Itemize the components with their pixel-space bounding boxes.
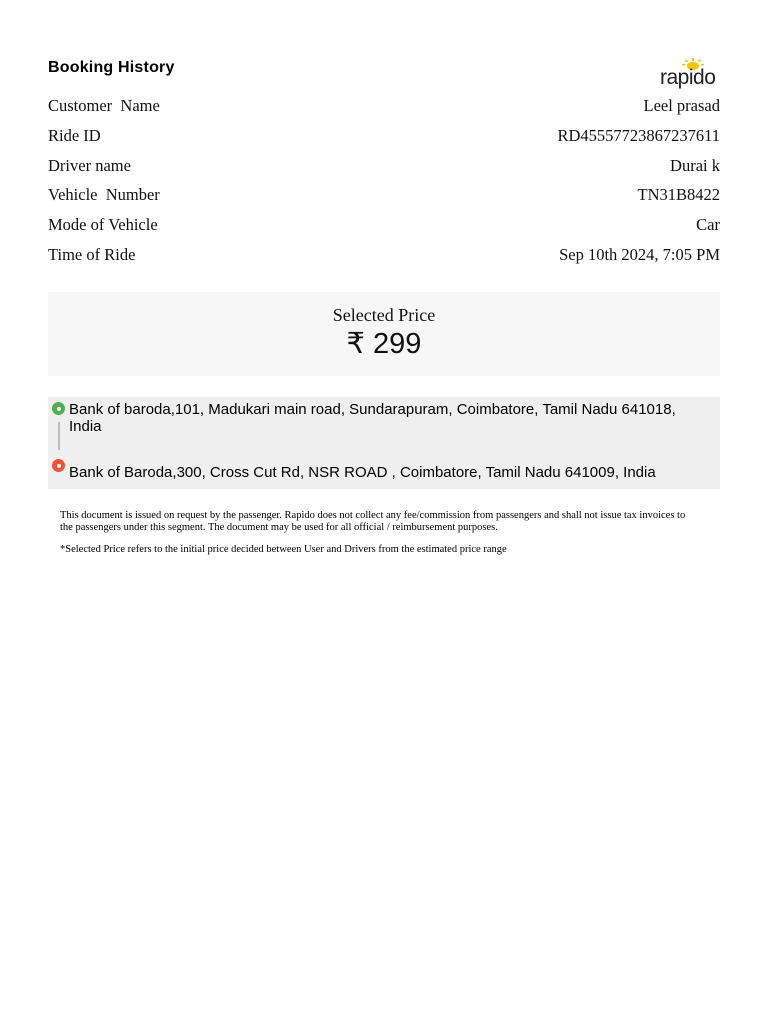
route-box [48,397,720,489]
info-label: Ride ID [48,125,101,145]
info-label: Driver name [48,155,131,175]
selected-price-box [48,292,720,376]
info-row-vehicle-number [48,185,720,215]
drop-marker-icon [52,459,65,472]
info-row-mode-of-vehicle [48,215,720,245]
info-row-customer-name [48,96,720,126]
info-value: TN31B8422 [637,185,720,205]
logo-text: rapido [660,66,716,89]
info-label: Vehicle Number [48,185,160,205]
route-connector-line [58,422,60,450]
info-row-driver-name [48,156,720,186]
pickup-address: Bank of baroda,101, Madukari main road, Sundarapuram, Coimbatore, Tamil Nadu 641018, India [69,401,676,435]
info-label: Mode of Vehicle [48,215,158,235]
price-value: ₹ 299 [346,328,422,360]
info-value: Sep 10th 2024, 7:05 PM [559,244,720,264]
drop-address: Bank of Baroda,300, Cross Cut Rd, NSR ROAD , Coimbatore, Tamil Nadu 641009, India [69,464,656,481]
info-label: Customer Name [48,96,160,115]
price-footnote: *Selected Price refers to the initial price decided between User and Drivers from the estimated price range [60,544,507,555]
disclaimer-note: This document is issued on request by the passenger. Rapido does not collect any fee/commission from passengers and shall not issue tax invoices to the passengers under this segment. The document may be used for all official / reimbursement purposes. [60,510,686,533]
info-value: Durai k [670,155,720,175]
rapido-logo [660,58,722,94]
info-row-ride-id [48,126,720,156]
info-value: Leel prasad [643,96,720,115]
ride-details [48,96,720,275]
info-label: Time of Ride [48,244,136,264]
page-title: Booking History [48,59,175,76]
info-row-time-of-ride [48,245,720,275]
pickup-marker-icon [52,402,65,415]
info-value: RD45557723867237611 [557,125,720,145]
info-value: Car [696,215,720,235]
price-label: Selected Price [332,305,436,325]
